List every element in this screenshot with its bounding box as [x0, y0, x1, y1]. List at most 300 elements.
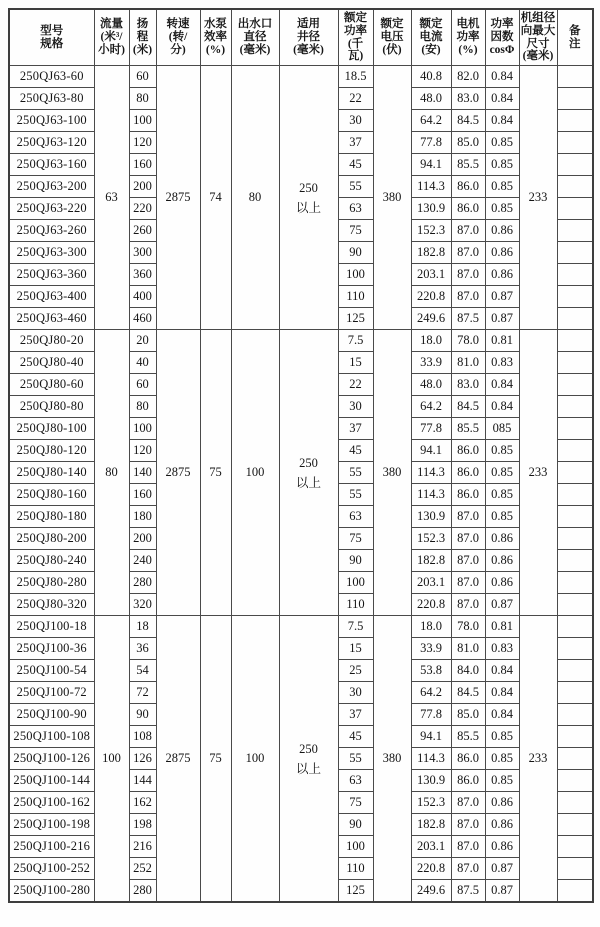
cell-remark — [557, 682, 593, 704]
cell-rated-current: 94.1 — [411, 726, 451, 748]
cell-model: 250QJ100-90 — [9, 704, 94, 726]
cell-rated-power: 30 — [338, 396, 373, 418]
cell-model: 250QJ80-40 — [9, 352, 94, 374]
cell-remark — [557, 264, 593, 286]
cell-motor-efficiency: 85.0 — [451, 132, 485, 154]
cell-rated-current: 18.0 — [411, 616, 451, 638]
cell-head: 216 — [129, 836, 156, 858]
cell-remark — [557, 154, 593, 176]
cell-model: 250QJ80-60 — [9, 374, 94, 396]
cell-head: 120 — [129, 132, 156, 154]
cell-rated-power: 7.5 — [338, 616, 373, 638]
cell-head: 100 — [129, 418, 156, 440]
cell-motor-efficiency: 87.0 — [451, 220, 485, 242]
cell-rated-power: 37 — [338, 132, 373, 154]
column-header-outlet-diameter: 出水口 直径 (毫米) — [231, 9, 279, 66]
cell-remark — [557, 286, 593, 308]
cell-outlet-diameter: 100 — [231, 616, 279, 903]
cell-rated-power: 30 — [338, 682, 373, 704]
cell-head: 162 — [129, 792, 156, 814]
column-header-max-radial-size: 机组径 向最大 尺寸 (毫米) — [519, 9, 557, 66]
table-row — [9, 330, 593, 352]
cell-rated-current: 18.0 — [411, 330, 451, 352]
cell-remark — [557, 110, 593, 132]
cell-rated-power: 22 — [338, 374, 373, 396]
cell-remark — [557, 572, 593, 594]
cell-rated-current: 220.8 — [411, 858, 451, 880]
cell-rated-current: 114.3 — [411, 176, 451, 198]
cell-model: 250QJ80-160 — [9, 484, 94, 506]
cell-remark — [557, 462, 593, 484]
cell-model: 250QJ63-360 — [9, 264, 94, 286]
cell-rated-current: 33.9 — [411, 352, 451, 374]
cell-motor-efficiency: 86.0 — [451, 440, 485, 462]
cell-power-factor: 0.84 — [485, 88, 519, 110]
cell-remark — [557, 88, 593, 110]
cell-motor-efficiency: 84.5 — [451, 682, 485, 704]
cell-motor-efficiency: 86.0 — [451, 462, 485, 484]
cell-rated-current: 53.8 — [411, 660, 451, 682]
cell-motor-efficiency: 84.5 — [451, 110, 485, 132]
cell-head: 180 — [129, 506, 156, 528]
cell-motor-efficiency: 87.0 — [451, 572, 485, 594]
cell-head: 240 — [129, 550, 156, 572]
cell-power-factor: 0.86 — [485, 814, 519, 836]
cell-rated-current: 64.2 — [411, 396, 451, 418]
cell-rated-current: 64.2 — [411, 110, 451, 132]
cell-outlet-diameter: 100 — [231, 330, 279, 616]
cell-remark — [557, 220, 593, 242]
cell-remark — [557, 704, 593, 726]
cell-head: 60 — [129, 66, 156, 88]
cell-model: 250QJ63-60 — [9, 66, 94, 88]
cell-remark — [557, 616, 593, 638]
cell-head: 220 — [129, 198, 156, 220]
cell-remark — [557, 836, 593, 858]
cell-motor-efficiency: 81.0 — [451, 352, 485, 374]
cell-power-factor: 0.86 — [485, 528, 519, 550]
cell-motor-efficiency: 87.0 — [451, 550, 485, 572]
cell-head: 252 — [129, 858, 156, 880]
cell-rated-power: 37 — [338, 418, 373, 440]
cell-power-factor: 0.85 — [485, 132, 519, 154]
cell-motor-efficiency: 87.0 — [451, 792, 485, 814]
cell-rated-power: 45 — [338, 440, 373, 462]
cell-head: 126 — [129, 748, 156, 770]
cell-speed: 2875 — [156, 616, 200, 903]
column-header-model: 型号 规格 — [9, 9, 94, 66]
pump-spec-table — [8, 8, 594, 903]
cell-motor-efficiency: 78.0 — [451, 616, 485, 638]
cell-head: 120 — [129, 440, 156, 462]
cell-model: 250QJ80-80 — [9, 396, 94, 418]
cell-rated-power: 7.5 — [338, 330, 373, 352]
cell-motor-efficiency: 87.0 — [451, 836, 485, 858]
cell-rated-current: 94.1 — [411, 440, 451, 462]
cell-head: 198 — [129, 814, 156, 836]
cell-motor-efficiency: 85.5 — [451, 726, 485, 748]
cell-head: 140 — [129, 462, 156, 484]
cell-remark — [557, 638, 593, 660]
cell-remark — [557, 66, 593, 88]
cell-max-radial-size: 233 — [519, 66, 557, 330]
cell-remark — [557, 176, 593, 198]
cell-model: 250QJ63-120 — [9, 132, 94, 154]
column-header-well-diameter: 适用 井径 (毫米) — [279, 9, 338, 66]
cell-model: 250QJ100-108 — [9, 726, 94, 748]
cell-power-factor: 0.84 — [485, 660, 519, 682]
cell-rated-current: 64.2 — [411, 682, 451, 704]
cell-rated-power: 63 — [338, 198, 373, 220]
cell-flow: 80 — [94, 330, 129, 616]
cell-rated-power: 45 — [338, 726, 373, 748]
cell-model: 250QJ63-400 — [9, 286, 94, 308]
cell-motor-efficiency: 85.5 — [451, 154, 485, 176]
cell-max-radial-size: 233 — [519, 616, 557, 903]
cell-rated-current: 77.8 — [411, 704, 451, 726]
column-header-speed: 转速 (转/ 分) — [156, 9, 200, 66]
cell-power-factor: 0.86 — [485, 220, 519, 242]
cell-remark — [557, 814, 593, 836]
cell-power-factor: 0.81 — [485, 330, 519, 352]
cell-remark — [557, 440, 593, 462]
cell-motor-efficiency: 87.0 — [451, 242, 485, 264]
cell-rated-power: 37 — [338, 704, 373, 726]
cell-model: 250QJ63-80 — [9, 88, 94, 110]
column-header-pump-efficiency: 水泵 效率 (%) — [200, 9, 231, 66]
cell-model: 250QJ80-120 — [9, 440, 94, 462]
cell-rated-power: 125 — [338, 308, 373, 330]
cell-model: 250QJ100-280 — [9, 880, 94, 903]
cell-outlet-diameter: 80 — [231, 66, 279, 330]
cell-motor-efficiency: 87.0 — [451, 506, 485, 528]
cell-rated-power: 63 — [338, 770, 373, 792]
cell-power-factor: 0.84 — [485, 374, 519, 396]
cell-remark — [557, 660, 593, 682]
cell-rated-current: 114.3 — [411, 748, 451, 770]
cell-rated-current: 182.8 — [411, 242, 451, 264]
cell-motor-efficiency: 86.0 — [451, 198, 485, 220]
cell-remark — [557, 396, 593, 418]
cell-rated-power: 55 — [338, 176, 373, 198]
cell-remark — [557, 484, 593, 506]
cell-rated-current: 220.8 — [411, 594, 451, 616]
cell-model: 250QJ100-36 — [9, 638, 94, 660]
cell-rated-current: 48.0 — [411, 88, 451, 110]
cell-power-factor: 0.85 — [485, 748, 519, 770]
cell-head: 260 — [129, 220, 156, 242]
cell-rated-current: 152.3 — [411, 220, 451, 242]
cell-power-factor: 0.85 — [485, 440, 519, 462]
cell-power-factor: 0.81 — [485, 616, 519, 638]
cell-rated-current: 220.8 — [411, 286, 451, 308]
cell-motor-efficiency: 87.0 — [451, 264, 485, 286]
cell-rated-power: 75 — [338, 220, 373, 242]
cell-rated-current: 182.8 — [411, 550, 451, 572]
cell-speed: 2875 — [156, 66, 200, 330]
cell-rated-current: 249.6 — [411, 308, 451, 330]
cell-power-factor: 0.86 — [485, 264, 519, 286]
cell-model: 250QJ100-18 — [9, 616, 94, 638]
cell-well-diameter: 250 以上 — [279, 616, 338, 903]
cell-rated-current: 77.8 — [411, 132, 451, 154]
cell-power-factor: 0.86 — [485, 836, 519, 858]
cell-rated-current: 152.3 — [411, 792, 451, 814]
table-row — [9, 66, 593, 88]
cell-rated-current: 203.1 — [411, 264, 451, 286]
cell-head: 460 — [129, 308, 156, 330]
cell-rated-current: 130.9 — [411, 506, 451, 528]
spec-table-body — [9, 66, 593, 903]
cell-power-factor: 0.85 — [485, 770, 519, 792]
column-header-remarks: 备 注 — [557, 9, 593, 66]
cell-rated-voltage: 380 — [373, 330, 411, 616]
cell-model: 250QJ80-180 — [9, 506, 94, 528]
cell-rated-power: 15 — [338, 352, 373, 374]
cell-motor-efficiency: 81.0 — [451, 638, 485, 660]
cell-power-factor: 0.85 — [485, 462, 519, 484]
cell-power-factor: 0.87 — [485, 594, 519, 616]
cell-motor-efficiency: 85.5 — [451, 418, 485, 440]
cell-head: 20 — [129, 330, 156, 352]
cell-remark — [557, 242, 593, 264]
cell-power-factor: 0.84 — [485, 66, 519, 88]
cell-motor-efficiency: 87.5 — [451, 308, 485, 330]
cell-remark — [557, 770, 593, 792]
cell-head: 40 — [129, 352, 156, 374]
cell-motor-efficiency: 87.0 — [451, 814, 485, 836]
cell-head: 200 — [129, 528, 156, 550]
cell-head: 100 — [129, 110, 156, 132]
cell-rated-power: 100 — [338, 836, 373, 858]
column-header-rated-power: 额定 功率 (千 瓦) — [338, 9, 373, 66]
cell-motor-efficiency: 85.0 — [451, 704, 485, 726]
cell-power-factor: 0.85 — [485, 198, 519, 220]
cell-rated-current: 114.3 — [411, 462, 451, 484]
cell-power-factor: 0.84 — [485, 396, 519, 418]
cell-rated-power: 18.5 — [338, 66, 373, 88]
cell-power-factor: 0.84 — [485, 110, 519, 132]
cell-remark — [557, 506, 593, 528]
cell-rated-power: 100 — [338, 264, 373, 286]
cell-head: 80 — [129, 88, 156, 110]
cell-power-factor: 0.85 — [485, 484, 519, 506]
cell-remark — [557, 880, 593, 903]
cell-model: 250QJ100-216 — [9, 836, 94, 858]
cell-model: 250QJ80-200 — [9, 528, 94, 550]
cell-power-factor: 0.86 — [485, 242, 519, 264]
cell-power-factor: 0.86 — [485, 572, 519, 594]
cell-head: 200 — [129, 176, 156, 198]
cell-rated-power: 22 — [338, 88, 373, 110]
cell-model: 250QJ63-160 — [9, 154, 94, 176]
cell-model: 250QJ63-260 — [9, 220, 94, 242]
cell-motor-efficiency: 87.0 — [451, 528, 485, 550]
cell-remark — [557, 858, 593, 880]
cell-motor-efficiency: 84.0 — [451, 660, 485, 682]
cell-motor-efficiency: 78.0 — [451, 330, 485, 352]
cell-model: 250QJ80-100 — [9, 418, 94, 440]
cell-well-diameter: 250 以上 — [279, 330, 338, 616]
cell-rated-power: 75 — [338, 792, 373, 814]
cell-head: 54 — [129, 660, 156, 682]
cell-model: 250QJ80-280 — [9, 572, 94, 594]
cell-rated-power: 125 — [338, 880, 373, 903]
cell-model: 250QJ63-100 — [9, 110, 94, 132]
column-header-rated-voltage: 额定 电压 (伏) — [373, 9, 411, 66]
cell-rated-power: 90 — [338, 550, 373, 572]
cell-model: 250QJ80-240 — [9, 550, 94, 572]
cell-model: 250QJ80-20 — [9, 330, 94, 352]
cell-rated-current: 33.9 — [411, 638, 451, 660]
cell-speed: 2875 — [156, 330, 200, 616]
cell-remark — [557, 374, 593, 396]
cell-model: 250QJ100-126 — [9, 748, 94, 770]
cell-rated-current: 249.6 — [411, 880, 451, 903]
cell-power-factor: 0.84 — [485, 704, 519, 726]
cell-model: 250QJ100-252 — [9, 858, 94, 880]
cell-rated-power: 100 — [338, 572, 373, 594]
cell-remark — [557, 528, 593, 550]
cell-rated-current: 48.0 — [411, 374, 451, 396]
cell-pump-efficiency: 74 — [200, 66, 231, 330]
cell-rated-power: 55 — [338, 748, 373, 770]
cell-rated-power: 25 — [338, 660, 373, 682]
column-header-rated-current: 额定 电流 (安) — [411, 9, 451, 66]
cell-motor-efficiency: 87.0 — [451, 594, 485, 616]
cell-rated-current: 94.1 — [411, 154, 451, 176]
header-row — [9, 9, 593, 66]
cell-power-factor: 0.85 — [485, 154, 519, 176]
cell-rated-power: 90 — [338, 814, 373, 836]
cell-flow: 63 — [94, 66, 129, 330]
cell-remark — [557, 308, 593, 330]
cell-head: 320 — [129, 594, 156, 616]
cell-motor-efficiency: 83.0 — [451, 374, 485, 396]
cell-model: 250QJ100-72 — [9, 682, 94, 704]
column-header-power-factor: 功率 因数 cosΦ — [485, 9, 519, 66]
cell-head: 300 — [129, 242, 156, 264]
cell-power-factor: 0.83 — [485, 638, 519, 660]
cell-power-factor: 0.86 — [485, 550, 519, 572]
cell-head: 60 — [129, 374, 156, 396]
cell-head: 18 — [129, 616, 156, 638]
cell-remark — [557, 418, 593, 440]
cell-rated-power: 110 — [338, 858, 373, 880]
spec-table-head — [9, 9, 593, 66]
cell-remark — [557, 352, 593, 374]
cell-power-factor: 0.85 — [485, 726, 519, 748]
cell-power-factor: 0.86 — [485, 792, 519, 814]
cell-motor-efficiency: 86.0 — [451, 484, 485, 506]
cell-head: 160 — [129, 154, 156, 176]
cell-remark — [557, 726, 593, 748]
cell-head: 72 — [129, 682, 156, 704]
cell-rated-power: 55 — [338, 462, 373, 484]
cell-motor-efficiency: 86.0 — [451, 770, 485, 792]
cell-motor-efficiency: 86.0 — [451, 748, 485, 770]
cell-head: 108 — [129, 726, 156, 748]
cell-rated-power: 90 — [338, 242, 373, 264]
cell-remark — [557, 748, 593, 770]
cell-max-radial-size: 233 — [519, 330, 557, 616]
cell-power-factor: 0.87 — [485, 880, 519, 903]
cell-remark — [557, 792, 593, 814]
cell-model: 250QJ80-140 — [9, 462, 94, 484]
cell-remark — [557, 330, 593, 352]
cell-rated-power: 75 — [338, 528, 373, 550]
cell-remark — [557, 550, 593, 572]
cell-remark — [557, 594, 593, 616]
cell-rated-current: 203.1 — [411, 572, 451, 594]
cell-rated-current: 152.3 — [411, 528, 451, 550]
cell-rated-current: 114.3 — [411, 484, 451, 506]
cell-power-factor: 0.83 — [485, 352, 519, 374]
cell-head: 280 — [129, 572, 156, 594]
cell-head: 360 — [129, 264, 156, 286]
cell-remark — [557, 132, 593, 154]
cell-motor-efficiency: 82.0 — [451, 66, 485, 88]
cell-model: 250QJ63-460 — [9, 308, 94, 330]
cell-motor-efficiency: 87.5 — [451, 880, 485, 903]
cell-power-factor: 0.87 — [485, 858, 519, 880]
cell-head: 160 — [129, 484, 156, 506]
cell-head: 36 — [129, 638, 156, 660]
cell-well-diameter: 250 以上 — [279, 66, 338, 330]
cell-rated-power: 110 — [338, 286, 373, 308]
cell-rated-current: 77.8 — [411, 418, 451, 440]
cell-rated-power: 30 — [338, 110, 373, 132]
cell-model: 250QJ100-198 — [9, 814, 94, 836]
cell-head: 80 — [129, 396, 156, 418]
cell-flow: 100 — [94, 616, 129, 903]
cell-model: 250QJ63-200 — [9, 176, 94, 198]
cell-pump-efficiency: 75 — [200, 616, 231, 903]
cell-rated-current: 130.9 — [411, 198, 451, 220]
cell-head: 280 — [129, 880, 156, 903]
cell-remark — [557, 198, 593, 220]
cell-pump-efficiency: 75 — [200, 330, 231, 616]
cell-power-factor: 0.85 — [485, 176, 519, 198]
cell-power-factor: 0.87 — [485, 308, 519, 330]
cell-model: 250QJ100-54 — [9, 660, 94, 682]
cell-head: 144 — [129, 770, 156, 792]
cell-rated-voltage: 380 — [373, 616, 411, 903]
cell-power-factor: 085 — [485, 418, 519, 440]
cell-model: 250QJ100-144 — [9, 770, 94, 792]
cell-power-factor: 0.84 — [485, 682, 519, 704]
cell-rated-power: 110 — [338, 594, 373, 616]
cell-model: 250QJ63-220 — [9, 198, 94, 220]
cell-motor-efficiency: 87.0 — [451, 858, 485, 880]
cell-rated-current: 40.8 — [411, 66, 451, 88]
table-row — [9, 616, 593, 638]
column-header-head: 扬 程 (米) — [129, 9, 156, 66]
column-header-flow: 流量 (米³/ 小时) — [94, 9, 129, 66]
cell-head: 400 — [129, 286, 156, 308]
cell-model: 250QJ63-300 — [9, 242, 94, 264]
cell-rated-power: 15 — [338, 638, 373, 660]
cell-rated-current: 203.1 — [411, 836, 451, 858]
cell-power-factor: 0.87 — [485, 286, 519, 308]
column-header-motor-efficiency: 电机 功率 (%) — [451, 9, 485, 66]
cell-motor-efficiency: 83.0 — [451, 88, 485, 110]
cell-motor-efficiency: 86.0 — [451, 176, 485, 198]
cell-rated-power: 55 — [338, 484, 373, 506]
cell-head: 90 — [129, 704, 156, 726]
cell-model: 250QJ80-320 — [9, 594, 94, 616]
cell-rated-power: 63 — [338, 506, 373, 528]
